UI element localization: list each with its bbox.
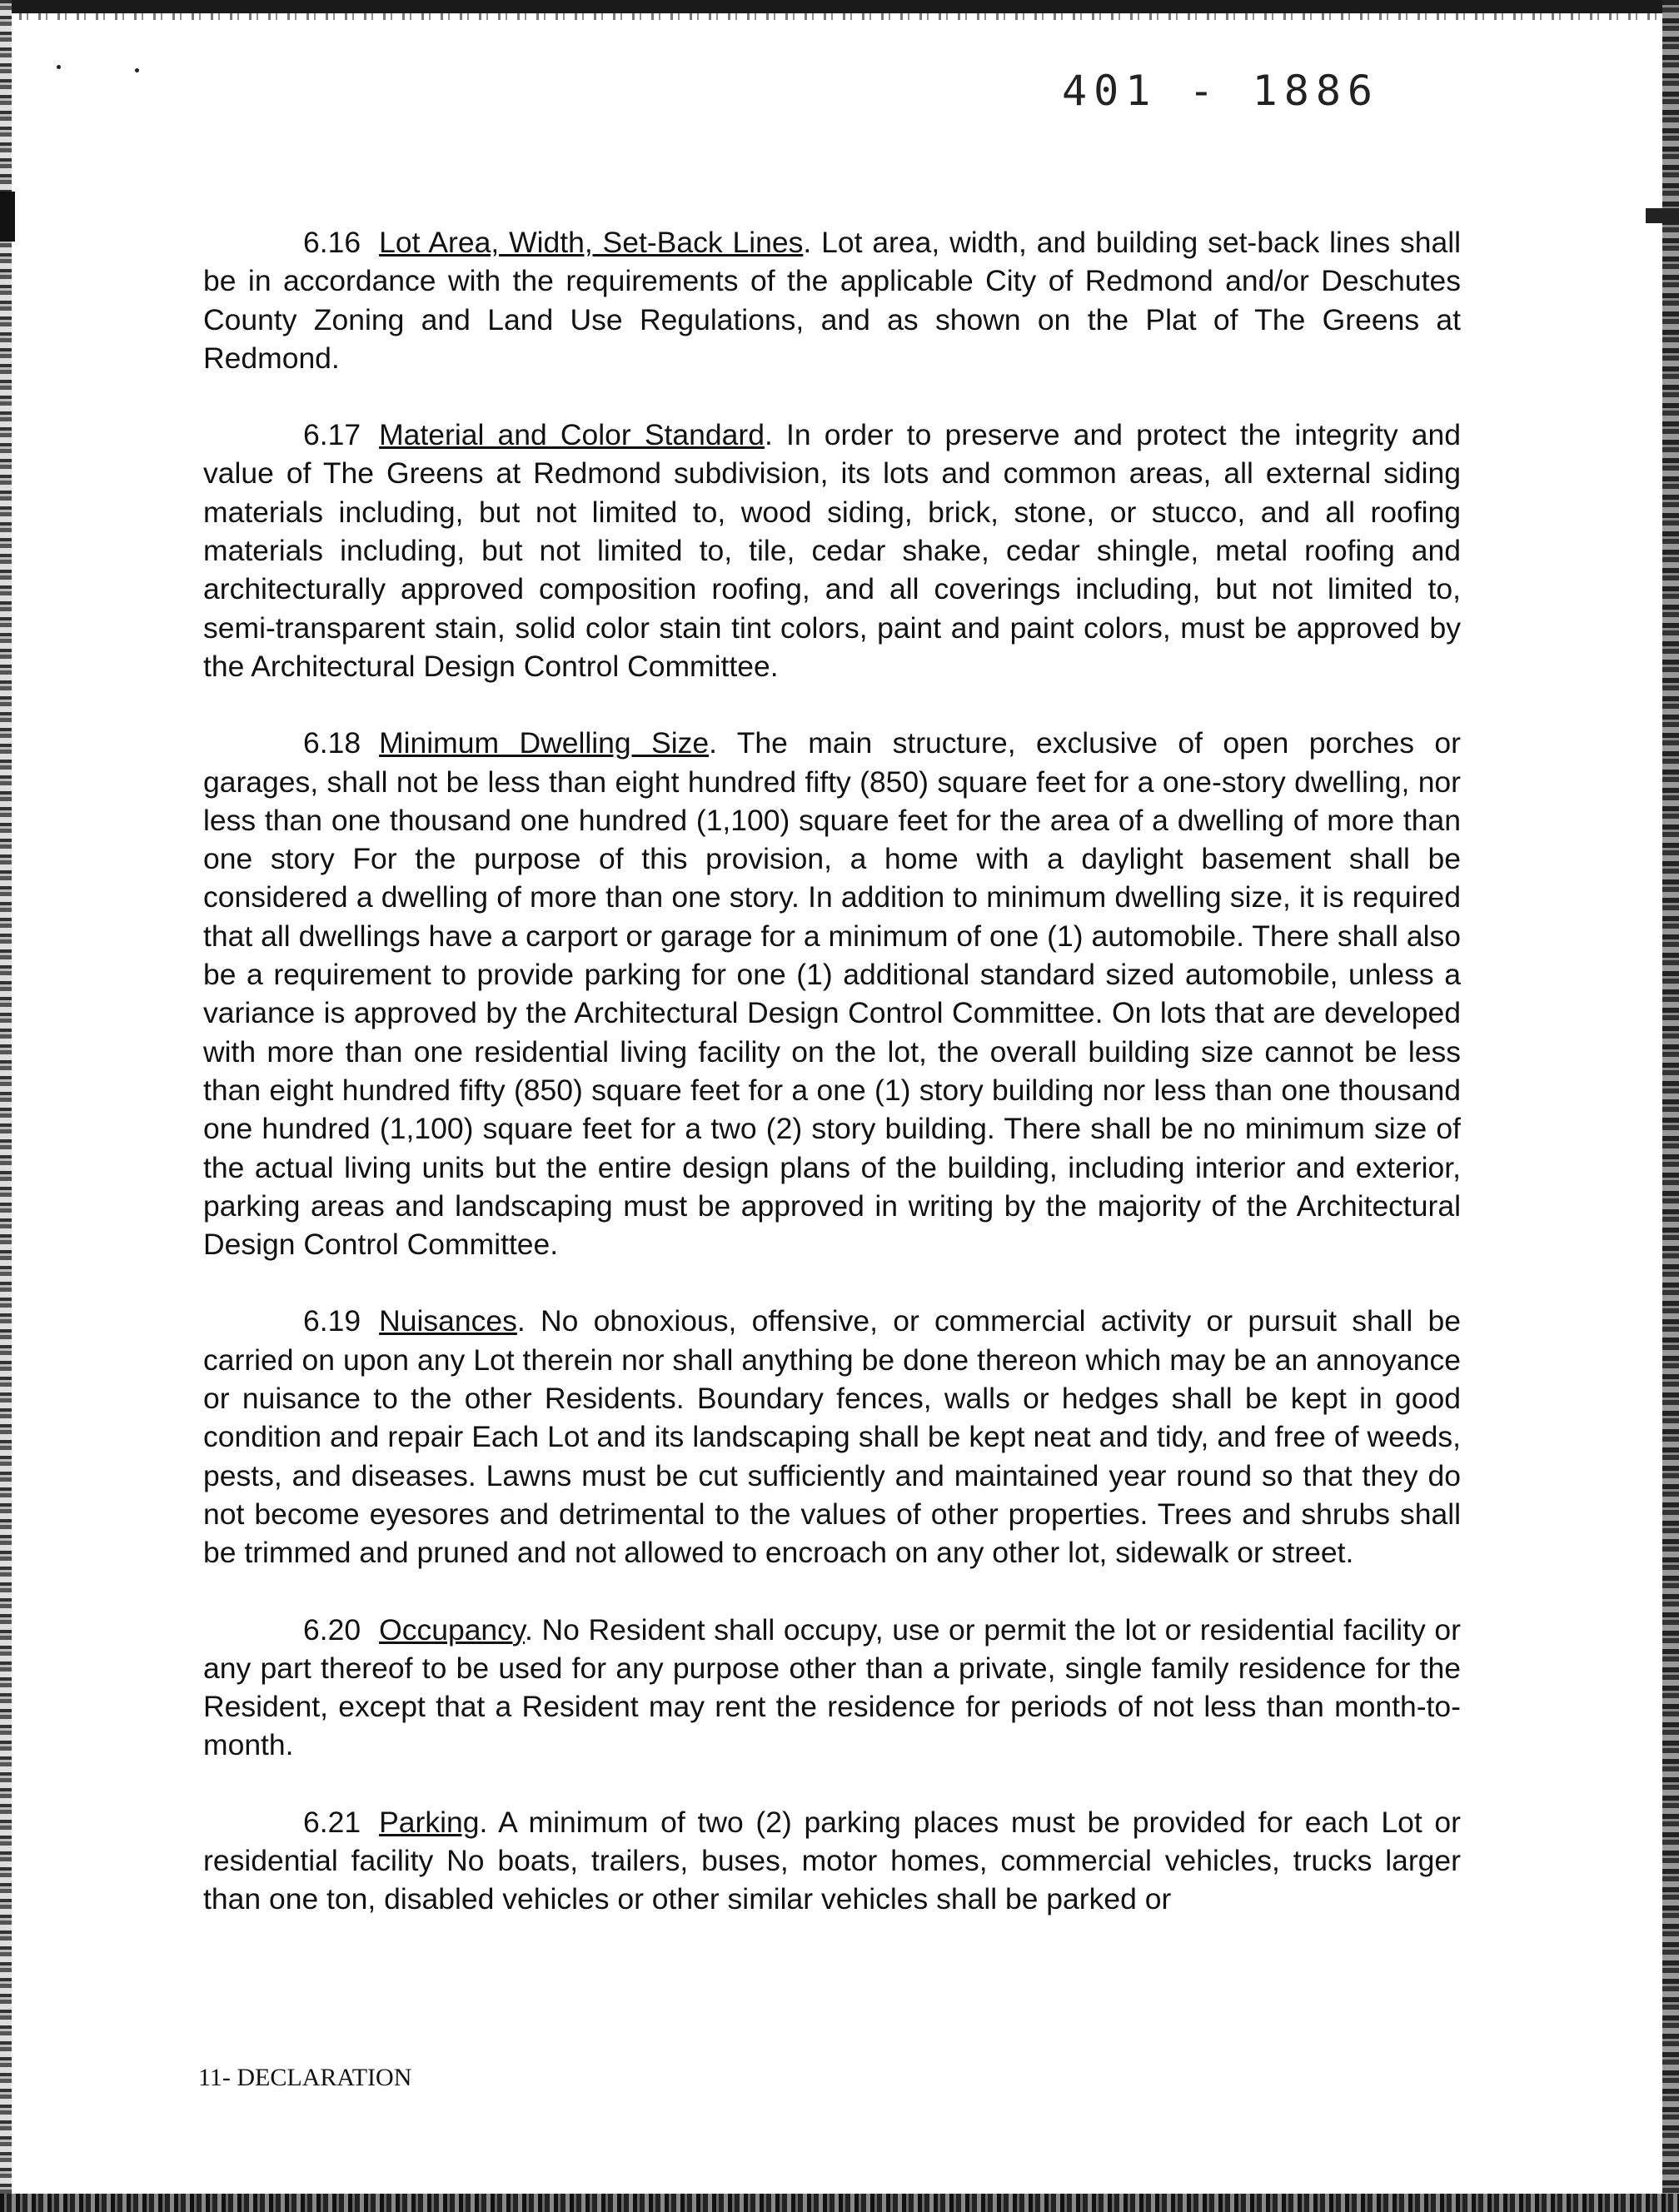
scan-dot (135, 68, 139, 72)
section-6-17: 6.17 Material and Color Standard. In order to preserve and protect the integrity and value of The Greens at Redmond subdivision, its lots and common areas, all external siding materials including, but not limited to, wood siding, brick, stone, or stucco, and all roofing materials including, but not limited to, tile, cedar shake, cedar shingle, metal roofing and architecturally approved composition roofing, and all coverings including, but not limited to, semi-transparent stain, solid color stain tint colors, paint and paint colors, must be approved by the Architectural Design Control Committee. (203, 418, 1461, 683)
section-body: A minimum of two (2) parking places must be provided for each Lot or residential facility No boats, trailers, buses, motor homes, commercial vehicles, trucks larger than one ton, disabled vehicles or other similar vehicles shall be parked or (203, 1805, 1461, 1916)
section-number: 6.21 (303, 1805, 361, 1839)
scan-speckle-top (0, 13, 1679, 20)
section-body: No Resident shall occupy, use or permit the lot or residential facility or any part thereof to be used for any purpose other than a private, single family residence for the Resident, except that a Resident may rent the residence for periods of not less than month-to-month. (203, 1612, 1461, 1762)
section-6-20: 6.20 Occupancy. No Resident shall occupy, use or permit the lot or residential facility or any part thereof to be used for any purpose other than a private, single family residence for the Resident, except that a Resident may rent the residence for periods of not less than month-to-month. (203, 1612, 1461, 1762)
section-number: 6.18 (303, 726, 361, 760)
section-body: Lot area, width, and building set-back lines shall be in accordance with the requirements of the applicable City of Redmond and/or Deschutes County Zoning and Land Use Regulations, and as shown on the Plat of The Greens at Redmond. (203, 226, 1462, 375)
section-body: No obnoxious, offensive, or commercial activity or pursuit shall be carried on upon any Lot therein nor shall anything be done thereon which may be an annoyance or nuisance to the other Residents. Boundary fences, walls or hedges shall be kept in good condition and repair Each Lot and its landscaping shall be kept neat and tidy, and free of weeds, pests, and diseases. Lawns must be cut sufficiently and maintained year round so that they do not become eyesores and detrimental to the values of other properties. Trees and shrubs shall be trimmed and pruned and not allowed to encroach on any other lot, sidewalk or street. (203, 1304, 1461, 1570)
section-6-18: 6.18 Minimum Dwelling Size. The main structure, exclusive of open porches or garages, shall not be less than eight hundred fifty (850) square feet for a one-story dwelling, nor less than one thousand one hundred (1,100) square feet for the area of a dwelling of more than one story For the purpose of this provision, a home with a daylight basement shall be considered a dwelling of more than one story. In addition to minimum dwelling size, it is required that all dwellings have a carport or garage for a minimum of one (1) automobile. There shall also be a requirement to provide parking for one (1) additional standard sized automobile, unless a variance is approved by the Architectural Design Control Committee. On lots that are developed with more than one residential living facility on the lot, the overall building size cannot be less than eight hundred fifty (850) square feet for a one (1) story building nor less than one thousand one hundred (1,100) square feet for a two (2) story building. There shall be no minimum size of the actual living units but the entire design plans of the building, including interior and exterior, parking areas and landscaping must be approved in writing by the majority of the Architectural Design Control Committee. (203, 726, 1461, 1262)
scan-dot (57, 65, 61, 69)
section-6-19: 6.19 Nuisances. No obnoxious, offensive, or commercial activity or pursuit shall be carried on upon any Lot therein nor shall anything be done thereon which may be an annoyance or nuisance to the other Residents. Boundary fences, walls or hedges shall be kept in good condition and repair Each Lot and its landscaping shall be kept neat and tidy, and free of weeds, pests, and diseases. Lawns must be cut sufficiently and maintained year round so that they do not become eyesores and detrimental to the values of other properties. Trees and shrubs shall be trimmed and pruned and not allowed to encroach on any other lot, sidewalk or street. (203, 1304, 1461, 1570)
section-number: 6.19 (303, 1304, 361, 1338)
section-6-16: 6.16 Lot Area, Width, Set-Back Lines. Lot area, width, and building set-back lines shall be in accordance with the requirements of the applicable City of Redmond and/or Deschutes County Zoning and Land Use Regulations, and as shown on the Plat of The Greens at Redmond. (203, 226, 1462, 375)
section-number: 6.20 (303, 1612, 361, 1647)
section-number: 6.17 (303, 418, 361, 452)
section-title: Material and Color Standard (379, 418, 765, 452)
section-body: The main structure, exclusive of open porches or garages, shall not be less than eight hundred fifty (850) square feet for a one-story dwelling, nor less than one thousand one hundred (1,100) square feet for the area of a dwelling of more than one story For the purpose of this provision, a home with a daylight basement shall be considered a dwelling of more than one story. In addition to minimum dwelling size, it is required that all dwellings have a carport or garage for a minimum of one (1) automobile. There shall also be a requirement to provide parking for one (1) additional standard sized automobile, unless a variance is approved by the Architectural Design Control Committee. On lots that are developed with more than one residential living facility on the lot, the overall building size cannot be less than eight hundred fifty (850) square feet for a one (1) story building nor less than one thousand one hundred (1,100) square feet for a two (2) story building. There shall be no minimum size of the actual living units but the entire design plans of the building, including interior and exterior, parking areas and landscaping must be approved in writing by the majority of the Architectural Design Control Committee. (203, 726, 1461, 1262)
scan-edge-right (1662, 0, 1679, 2212)
section-title: Minimum Dwelling Size (379, 726, 710, 760)
section-title: Occupancy (379, 1612, 526, 1647)
section-number: 6.16 (303, 226, 361, 259)
document-number: 401 - 1886 (1062, 67, 1380, 115)
document-body (203, 223, 1461, 1957)
scan-mark-right (1646, 208, 1679, 223)
scan-edge-left (0, 0, 12, 2212)
section-title: Lot Area, Width, Set-Back Lines (379, 226, 804, 259)
section-body: In order to preserve and protect the integrity and value of The Greens at Redmond subdivision, its lots and common areas, all external siding materials including, but not limited to, wood siding, brick, stone, or stucco, and all roofing materials including, but not limited to, tile, cedar shake, cedar shingle, metal roofing and architecturally approved composition roofing, and all coverings including, but not limited to, semi-transparent stain, solid color stain tint colors, paint and paint colors, must be approved by the Architectural Design Control Committee. (203, 418, 1461, 683)
scan-mark-left (0, 192, 15, 242)
scan-edge-top (0, 0, 1679, 13)
section-6-21: 6.21 Parking. A minimum of two (2) parking places must be provided for each Lot or residential facility No boats, trailers, buses, motor homes, commercial vehicles, trucks larger than one ton, disabled vehicles or other similar vehicles shall be parked or (203, 1805, 1461, 1916)
page-footer: 11- DECLARATION (198, 2064, 412, 2091)
section-title: Parking (379, 1805, 480, 1839)
section-title: Nuisances (379, 1304, 517, 1338)
scan-edge-bottom (0, 2194, 1679, 2212)
